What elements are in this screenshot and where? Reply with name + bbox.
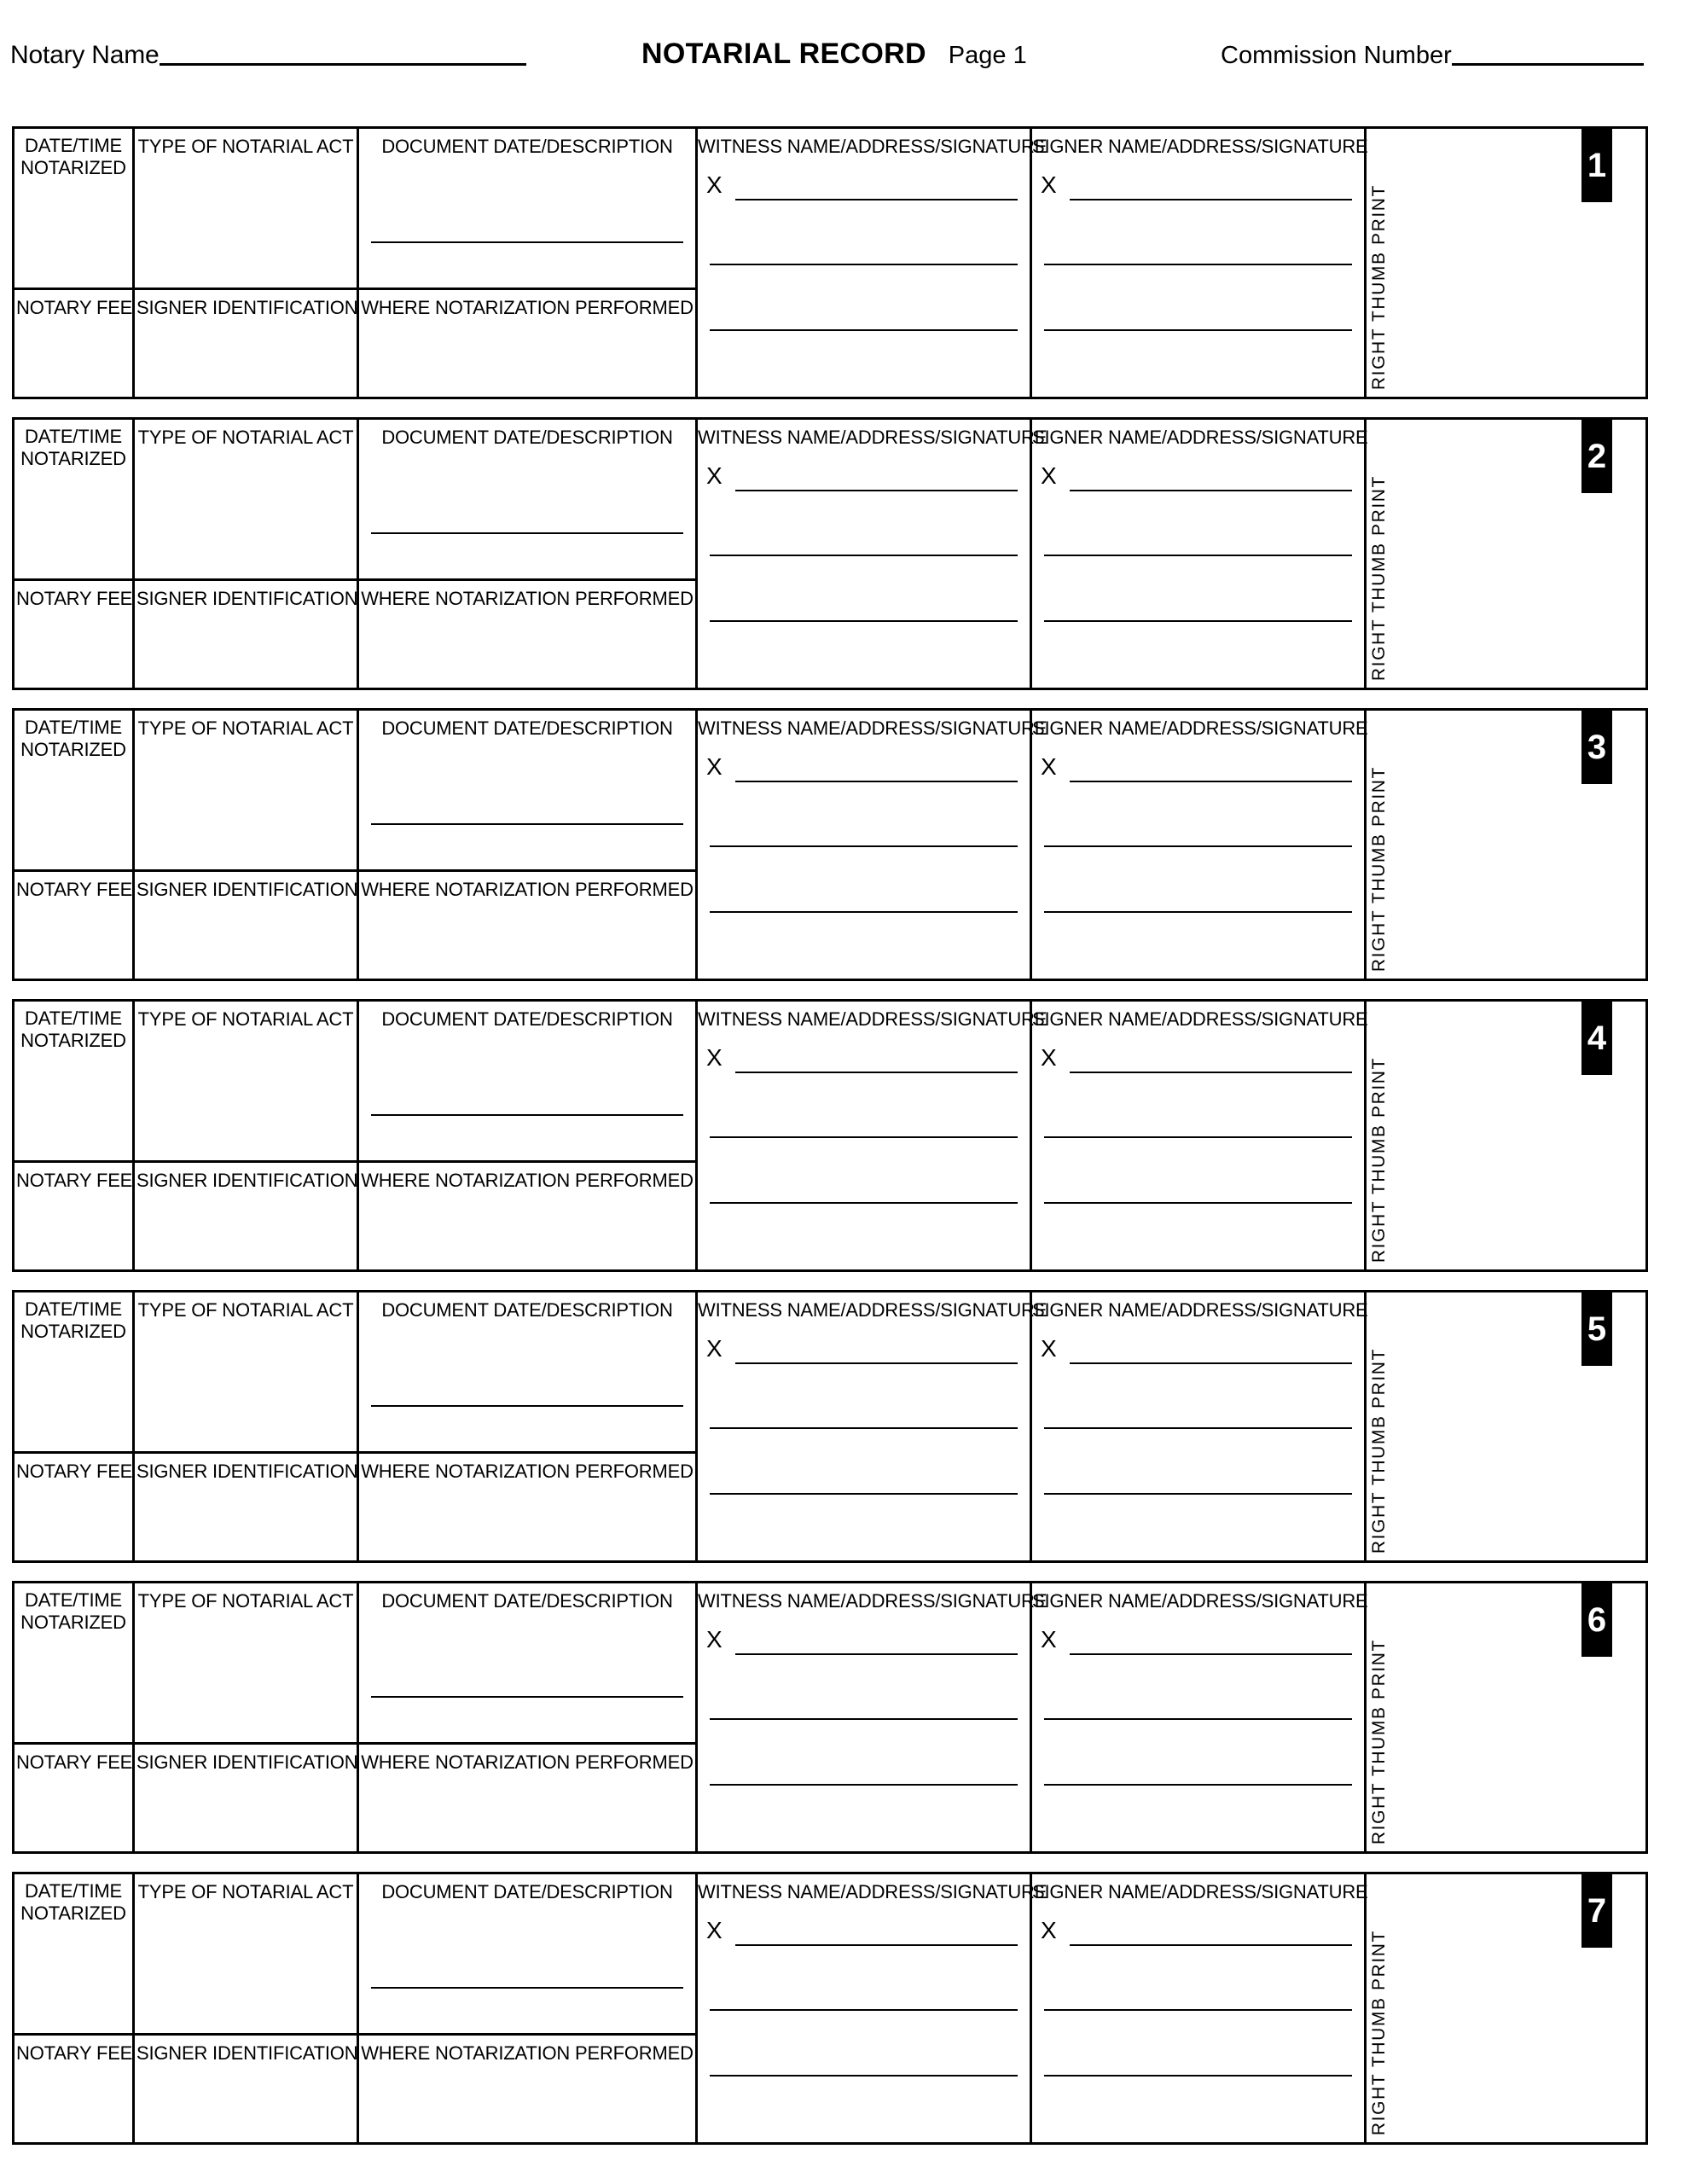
column-document-where bbox=[359, 1002, 698, 1269]
label-date-time: DATE/TIME bbox=[25, 1298, 122, 1320]
cell-signer-identification[interactable] bbox=[135, 1745, 357, 1851]
label-signer: SIGNER NAME/ADDRESS/SIGNATURE bbox=[1032, 136, 1368, 157]
cell-where-notarization-performed[interactable] bbox=[359, 2036, 695, 2142]
record-block-6 bbox=[12, 1581, 1648, 1854]
witness-address-line-1[interactable] bbox=[710, 2009, 1018, 2011]
cell-type-of-notarial-act[interactable] bbox=[135, 420, 357, 581]
cell-type-of-notarial-act[interactable] bbox=[135, 129, 357, 290]
cell-document-date-description[interactable] bbox=[359, 1292, 695, 1454]
column-witness bbox=[698, 1874, 1048, 2142]
record-number-badge: 3 bbox=[1581, 711, 1612, 784]
cell-signer-identification[interactable] bbox=[135, 2036, 357, 2142]
witness-signature-x-mark: X bbox=[706, 1335, 723, 1362]
signer-signature-line[interactable] bbox=[1070, 1362, 1352, 1364]
label-notary-fee: NOTARY FEE bbox=[16, 879, 133, 900]
signer-signature-x-mark: X bbox=[1041, 1335, 1057, 1362]
label-notary-fee: NOTARY FEE bbox=[16, 1461, 133, 1482]
signer-address-line-2[interactable] bbox=[1044, 1784, 1352, 1786]
label-witness: WITNESS NAME/ADDRESS/SIGNATURE bbox=[698, 717, 1048, 739]
column-date-fee bbox=[15, 1874, 135, 2142]
column-signer bbox=[1032, 420, 1367, 688]
label-type-of-notarial-act: TYPE OF NOTARIAL ACT bbox=[137, 1299, 354, 1321]
witness-signature-line[interactable] bbox=[735, 199, 1018, 200]
column-witness bbox=[698, 1583, 1048, 1851]
document-writeline[interactable] bbox=[371, 1114, 683, 1116]
signer-address-line-1[interactable] bbox=[1044, 1718, 1352, 1720]
record-block-4 bbox=[12, 999, 1648, 1272]
cell-witness[interactable] bbox=[698, 129, 1048, 397]
label-type-of-notarial-act: TYPE OF NOTARIAL ACT bbox=[137, 1008, 354, 1030]
signer-signature-x-mark: X bbox=[1041, 1917, 1057, 1943]
label-notarized: NOTARIZED bbox=[20, 1612, 126, 1633]
title-group bbox=[641, 38, 1027, 71]
cell-signer-identification[interactable] bbox=[135, 581, 357, 688]
cell-document-date-description[interactable] bbox=[359, 420, 695, 581]
cell-date-time-notarized[interactable] bbox=[15, 1583, 132, 1745]
witness-address-line-2[interactable] bbox=[710, 1493, 1018, 1495]
signer-signature-line[interactable] bbox=[1070, 1944, 1352, 1946]
label-notary-fee: NOTARY FEE bbox=[16, 588, 133, 609]
signer-address-line-1[interactable] bbox=[1044, 264, 1352, 265]
document-writeline[interactable] bbox=[371, 1405, 683, 1407]
label-document-date-description: DOCUMENT DATE/DESCRIPTION bbox=[381, 1590, 673, 1612]
signer-signature-line[interactable] bbox=[1070, 490, 1352, 491]
cell-witness[interactable] bbox=[698, 711, 1048, 979]
column-signer bbox=[1032, 711, 1367, 979]
signer-signature-x-mark: X bbox=[1041, 1626, 1057, 1653]
label-notarized: NOTARIZED bbox=[20, 448, 126, 469]
column-type-signerid bbox=[135, 1002, 359, 1269]
label-document-date-description: DOCUMENT DATE/DESCRIPTION bbox=[381, 1881, 673, 1902]
column-right-thumb-print bbox=[1367, 1874, 1645, 2142]
cell-witness[interactable] bbox=[698, 1292, 1048, 1560]
record-number-badge: 2 bbox=[1581, 420, 1612, 493]
label-notarized: NOTARIZED bbox=[20, 1321, 126, 1342]
witness-signature-line[interactable] bbox=[735, 1653, 1018, 1655]
cell-notary-fee[interactable] bbox=[15, 290, 132, 397]
label-signer: SIGNER NAME/ADDRESS/SIGNATURE bbox=[1032, 1008, 1368, 1030]
column-right-thumb-print bbox=[1367, 129, 1645, 397]
witness-address-line-2[interactable] bbox=[710, 1784, 1018, 1786]
label-type-of-notarial-act: TYPE OF NOTARIAL ACT bbox=[137, 136, 354, 157]
label-witness: WITNESS NAME/ADDRESS/SIGNATURE bbox=[698, 427, 1048, 448]
cell-date-time-notarized[interactable] bbox=[15, 129, 132, 290]
label-signer-identification: SIGNER IDENTIFICATION bbox=[136, 1170, 358, 1191]
page-header bbox=[0, 38, 1683, 85]
cell-notary-fee[interactable] bbox=[15, 1163, 132, 1269]
cell-date-time-notarized[interactable] bbox=[15, 420, 132, 581]
label-type-of-notarial-act: TYPE OF NOTARIAL ACT bbox=[137, 1881, 354, 1902]
label-notary-fee: NOTARY FEE bbox=[16, 1751, 133, 1773]
cell-signer[interactable] bbox=[1032, 420, 1368, 688]
cell-notary-fee[interactable] bbox=[15, 872, 132, 979]
label-signer-identification: SIGNER IDENTIFICATION bbox=[136, 1461, 358, 1482]
cell-document-date-description[interactable] bbox=[359, 1874, 695, 2036]
signer-address-line-1[interactable] bbox=[1044, 1427, 1352, 1429]
signer-address-line-2[interactable] bbox=[1044, 1202, 1352, 1204]
label-type-of-notarial-act: TYPE OF NOTARIAL ACT bbox=[137, 427, 354, 448]
record-number-badge: 6 bbox=[1581, 1583, 1612, 1657]
label-signer-identification: SIGNER IDENTIFICATION bbox=[136, 297, 358, 318]
cell-signer[interactable] bbox=[1032, 711, 1368, 979]
column-document-where bbox=[359, 1583, 698, 1851]
cell-witness[interactable] bbox=[698, 420, 1048, 688]
commission-number-field[interactable] bbox=[1221, 41, 1644, 70]
witness-signature-line[interactable] bbox=[735, 1362, 1018, 1364]
signer-address-line-2[interactable] bbox=[1044, 329, 1352, 331]
cell-right-thumb-print[interactable] bbox=[1367, 129, 1645, 397]
cell-type-of-notarial-act[interactable] bbox=[135, 1292, 357, 1454]
column-type-signerid bbox=[135, 420, 359, 688]
label-notary-fee: NOTARY FEE bbox=[16, 297, 133, 318]
label-where-notarization-performed: WHERE NOTARIZATION PERFORMED bbox=[361, 297, 694, 318]
witness-address-line-2[interactable] bbox=[710, 620, 1018, 622]
column-type-signerid bbox=[135, 711, 359, 979]
cell-right-thumb-print[interactable] bbox=[1367, 1874, 1645, 2142]
label-signer-identification: SIGNER IDENTIFICATION bbox=[136, 588, 358, 609]
label-date-time: DATE/TIME bbox=[25, 135, 122, 156]
label-date-time: DATE/TIME bbox=[25, 426, 122, 447]
record-block-3 bbox=[12, 708, 1648, 981]
column-right-thumb-print bbox=[1367, 711, 1645, 979]
page-title: NOTARIAL RECORD bbox=[641, 38, 926, 70]
column-date-fee bbox=[15, 1002, 135, 1269]
column-document-where bbox=[359, 129, 698, 397]
label-signer-identification: SIGNER IDENTIFICATION bbox=[136, 879, 358, 900]
label-right-thumb-print: RIGHT THUMB PRINT bbox=[1369, 183, 1389, 390]
cell-document-date-description[interactable] bbox=[359, 1002, 695, 1163]
label-notarized: NOTARIZED bbox=[20, 1902, 126, 1924]
label-right-thumb-print: RIGHT THUMB PRINT bbox=[1369, 1056, 1389, 1263]
witness-address-line-2[interactable] bbox=[710, 911, 1018, 913]
cell-right-thumb-print[interactable] bbox=[1367, 420, 1645, 688]
label-right-thumb-print: RIGHT THUMB PRINT bbox=[1369, 1638, 1389, 1844]
document-writeline[interactable] bbox=[371, 532, 683, 534]
label-date-time: DATE/TIME bbox=[25, 1008, 122, 1029]
page-number-label: Page 1 bbox=[948, 42, 1027, 69]
document-writeline[interactable] bbox=[371, 823, 683, 825]
signer-signature-x-mark: X bbox=[1041, 1044, 1057, 1071]
cell-signer[interactable] bbox=[1032, 1292, 1368, 1560]
signer-address-line-1[interactable] bbox=[1044, 2009, 1352, 2011]
column-date-fee bbox=[15, 711, 135, 979]
witness-signature-x-mark: X bbox=[706, 1917, 723, 1943]
record-number-badge: 1 bbox=[1581, 129, 1612, 202]
label-witness: WITNESS NAME/ADDRESS/SIGNATURE bbox=[698, 1299, 1048, 1321]
signer-address-line-2[interactable] bbox=[1044, 911, 1352, 913]
record-block-1 bbox=[12, 126, 1648, 399]
record-number-badge: 4 bbox=[1581, 1002, 1612, 1075]
label-date-time: DATE/TIME bbox=[25, 1589, 122, 1611]
column-date-fee bbox=[15, 1583, 135, 1851]
label-type-of-notarial-act: TYPE OF NOTARIAL ACT bbox=[137, 1590, 354, 1612]
label-where-notarization-performed: WHERE NOTARIZATION PERFORMED bbox=[361, 2042, 694, 2064]
column-witness bbox=[698, 129, 1048, 397]
witness-address-line-1[interactable] bbox=[710, 1427, 1018, 1429]
notary-name-label: Notary Name bbox=[10, 41, 160, 69]
column-document-where bbox=[359, 420, 698, 688]
column-type-signerid bbox=[135, 1583, 359, 1851]
signer-address-line-1[interactable] bbox=[1044, 1136, 1352, 1138]
label-where-notarization-performed: WHERE NOTARIZATION PERFORMED bbox=[361, 1170, 694, 1191]
cell-where-notarization-performed[interactable] bbox=[359, 581, 695, 688]
label-signer: SIGNER NAME/ADDRESS/SIGNATURE bbox=[1032, 1881, 1368, 1902]
witness-signature-line[interactable] bbox=[735, 1944, 1018, 1946]
record-block-list bbox=[12, 126, 1648, 2145]
label-document-date-description: DOCUMENT DATE/DESCRIPTION bbox=[381, 136, 673, 157]
cell-signer-identification[interactable] bbox=[135, 1454, 357, 1560]
column-signer bbox=[1032, 1583, 1367, 1851]
signer-signature-line[interactable] bbox=[1070, 199, 1352, 200]
label-where-notarization-performed: WHERE NOTARIZATION PERFORMED bbox=[361, 588, 694, 609]
witness-signature-line[interactable] bbox=[735, 1072, 1018, 1073]
label-signer-identification: SIGNER IDENTIFICATION bbox=[136, 1751, 358, 1773]
column-witness bbox=[698, 1002, 1048, 1269]
cell-where-notarization-performed[interactable] bbox=[359, 1745, 695, 1851]
cell-right-thumb-print[interactable] bbox=[1367, 1292, 1645, 1560]
witness-address-line-2[interactable] bbox=[710, 329, 1018, 331]
witness-address-line-1[interactable] bbox=[710, 1718, 1018, 1720]
cell-right-thumb-print[interactable] bbox=[1367, 1002, 1645, 1269]
witness-address-line-1[interactable] bbox=[710, 1136, 1018, 1138]
label-where-notarization-performed: WHERE NOTARIZATION PERFORMED bbox=[361, 1461, 694, 1482]
record-block-2 bbox=[12, 417, 1648, 690]
column-right-thumb-print bbox=[1367, 1002, 1645, 1269]
label-signer-identification: SIGNER IDENTIFICATION bbox=[136, 2042, 358, 2064]
witness-signature-line[interactable] bbox=[735, 490, 1018, 491]
column-document-where bbox=[359, 1292, 698, 1560]
cell-signer-identification[interactable] bbox=[135, 872, 357, 979]
witness-signature-x-mark: X bbox=[706, 753, 723, 780]
witness-address-line-2[interactable] bbox=[710, 2075, 1018, 2077]
cell-witness[interactable] bbox=[698, 1874, 1048, 2142]
label-date-time: DATE/TIME bbox=[25, 1880, 122, 1902]
cell-document-date-description[interactable] bbox=[359, 711, 695, 872]
cell-signer[interactable] bbox=[1032, 1874, 1368, 2142]
cell-signer[interactable] bbox=[1032, 129, 1368, 397]
label-document-date-description: DOCUMENT DATE/DESCRIPTION bbox=[381, 1299, 673, 1321]
cell-signer-identification[interactable] bbox=[135, 1163, 357, 1269]
cell-witness[interactable] bbox=[698, 1583, 1048, 1851]
commission-number-label: Commission Number bbox=[1221, 42, 1452, 69]
cell-date-time-notarized[interactable] bbox=[15, 1002, 132, 1163]
cell-date-time-notarized[interactable] bbox=[15, 711, 132, 872]
cell-document-date-description[interactable] bbox=[359, 129, 695, 290]
cell-notary-fee[interactable] bbox=[15, 1454, 132, 1560]
signer-address-line-1[interactable] bbox=[1044, 845, 1352, 847]
cell-notary-fee[interactable] bbox=[15, 1745, 132, 1851]
cell-date-time-notarized[interactable] bbox=[15, 1292, 132, 1454]
label-document-date-description: DOCUMENT DATE/DESCRIPTION bbox=[381, 1008, 673, 1030]
cell-right-thumb-print[interactable] bbox=[1367, 711, 1645, 979]
cell-signer[interactable] bbox=[1032, 1583, 1368, 1851]
witness-signature-x-mark: X bbox=[706, 1044, 723, 1071]
signer-signature-x-mark: X bbox=[1041, 753, 1057, 780]
column-right-thumb-print bbox=[1367, 1583, 1645, 1851]
witness-signature-x-mark: X bbox=[706, 462, 723, 489]
signer-signature-x-mark: X bbox=[1041, 171, 1057, 198]
signer-signature-line[interactable] bbox=[1070, 1653, 1352, 1655]
column-type-signerid bbox=[135, 1874, 359, 2142]
witness-signature-line[interactable] bbox=[735, 781, 1018, 782]
witness-signature-x-mark: X bbox=[706, 171, 723, 198]
cell-witness[interactable] bbox=[698, 1002, 1048, 1269]
record-block-5 bbox=[12, 1290, 1648, 1563]
cell-where-notarization-performed[interactable] bbox=[359, 1454, 695, 1560]
document-writeline[interactable] bbox=[371, 1696, 683, 1698]
record-block-7 bbox=[12, 1872, 1648, 2145]
cell-notary-fee[interactable] bbox=[15, 581, 132, 688]
witness-address-line-1[interactable] bbox=[710, 264, 1018, 265]
signer-signature-x-mark: X bbox=[1041, 462, 1057, 489]
label-right-thumb-print: RIGHT THUMB PRINT bbox=[1369, 1929, 1389, 2135]
column-witness bbox=[698, 1292, 1048, 1560]
column-date-fee bbox=[15, 420, 135, 688]
column-signer bbox=[1032, 1002, 1367, 1269]
label-witness: WITNESS NAME/ADDRESS/SIGNATURE bbox=[698, 1881, 1048, 1902]
label-notary-fee: NOTARY FEE bbox=[16, 2042, 133, 2064]
witness-address-line-1[interactable] bbox=[710, 555, 1018, 556]
signer-address-line-2[interactable] bbox=[1044, 620, 1352, 622]
label-right-thumb-print: RIGHT THUMB PRINT bbox=[1369, 765, 1389, 972]
column-right-thumb-print bbox=[1367, 1292, 1645, 1560]
document-writeline[interactable] bbox=[371, 1987, 683, 1989]
label-signer: SIGNER NAME/ADDRESS/SIGNATURE bbox=[1032, 1590, 1368, 1612]
column-witness bbox=[698, 420, 1048, 688]
label-where-notarization-performed: WHERE NOTARIZATION PERFORMED bbox=[361, 879, 694, 900]
witness-address-line-2[interactable] bbox=[710, 1202, 1018, 1204]
cell-where-notarization-performed[interactable] bbox=[359, 290, 695, 397]
witness-signature-x-mark: X bbox=[706, 1626, 723, 1653]
column-signer bbox=[1032, 1874, 1367, 2142]
label-witness: WITNESS NAME/ADDRESS/SIGNATURE bbox=[698, 1008, 1048, 1030]
column-type-signerid bbox=[135, 129, 359, 397]
column-date-fee bbox=[15, 129, 135, 397]
cell-type-of-notarial-act[interactable] bbox=[135, 1874, 357, 2036]
record-number-badge: 5 bbox=[1581, 1292, 1612, 1366]
column-type-signerid bbox=[135, 1292, 359, 1560]
column-signer bbox=[1032, 129, 1367, 397]
cell-signer[interactable] bbox=[1032, 1002, 1368, 1269]
cell-where-notarization-performed[interactable] bbox=[359, 1163, 695, 1269]
signer-signature-line[interactable] bbox=[1070, 781, 1352, 782]
cell-right-thumb-print[interactable] bbox=[1367, 1583, 1645, 1851]
cell-signer-identification[interactable] bbox=[135, 290, 357, 397]
signer-address-line-1[interactable] bbox=[1044, 555, 1352, 556]
column-witness bbox=[698, 711, 1048, 979]
document-writeline[interactable] bbox=[371, 241, 683, 243]
column-document-where bbox=[359, 711, 698, 979]
label-document-date-description: DOCUMENT DATE/DESCRIPTION bbox=[381, 717, 673, 739]
column-document-where bbox=[359, 1874, 698, 2142]
column-date-fee bbox=[15, 1292, 135, 1560]
label-notarized: NOTARIZED bbox=[20, 157, 126, 178]
notary-name-field[interactable] bbox=[10, 41, 526, 70]
column-right-thumb-print bbox=[1367, 420, 1645, 688]
record-number-badge: 7 bbox=[1581, 1874, 1612, 1948]
commission-number-writeline[interactable] bbox=[1452, 62, 1644, 66]
cell-type-of-notarial-act[interactable] bbox=[135, 1583, 357, 1745]
cell-date-time-notarized[interactable] bbox=[15, 1874, 132, 2036]
label-witness: WITNESS NAME/ADDRESS/SIGNATURE bbox=[698, 136, 1048, 157]
label-signer: SIGNER NAME/ADDRESS/SIGNATURE bbox=[1032, 427, 1368, 448]
cell-type-of-notarial-act[interactable] bbox=[135, 711, 357, 872]
label-notary-fee: NOTARY FEE bbox=[16, 1170, 133, 1191]
cell-where-notarization-performed[interactable] bbox=[359, 872, 695, 979]
label-right-thumb-print: RIGHT THUMB PRINT bbox=[1369, 1347, 1389, 1554]
witness-address-line-1[interactable] bbox=[710, 845, 1018, 847]
label-signer: SIGNER NAME/ADDRESS/SIGNATURE bbox=[1032, 717, 1368, 739]
label-right-thumb-print: RIGHT THUMB PRINT bbox=[1369, 474, 1389, 681]
label-notarized: NOTARIZED bbox=[20, 1030, 126, 1051]
label-notarized: NOTARIZED bbox=[20, 739, 126, 760]
signer-signature-line[interactable] bbox=[1070, 1072, 1352, 1073]
label-document-date-description: DOCUMENT DATE/DESCRIPTION bbox=[381, 427, 673, 448]
label-type-of-notarial-act: TYPE OF NOTARIAL ACT bbox=[137, 717, 354, 739]
label-where-notarization-performed: WHERE NOTARIZATION PERFORMED bbox=[361, 1751, 694, 1773]
label-date-time: DATE/TIME bbox=[25, 717, 122, 738]
notary-name-writeline[interactable] bbox=[160, 62, 526, 66]
column-signer bbox=[1032, 1292, 1367, 1560]
cell-type-of-notarial-act[interactable] bbox=[135, 1002, 357, 1163]
signer-address-line-2[interactable] bbox=[1044, 1493, 1352, 1495]
label-signer: SIGNER NAME/ADDRESS/SIGNATURE bbox=[1032, 1299, 1368, 1321]
cell-notary-fee[interactable] bbox=[15, 2036, 132, 2142]
signer-address-line-2[interactable] bbox=[1044, 2075, 1352, 2077]
label-witness: WITNESS NAME/ADDRESS/SIGNATURE bbox=[698, 1590, 1048, 1612]
cell-document-date-description[interactable] bbox=[359, 1583, 695, 1745]
